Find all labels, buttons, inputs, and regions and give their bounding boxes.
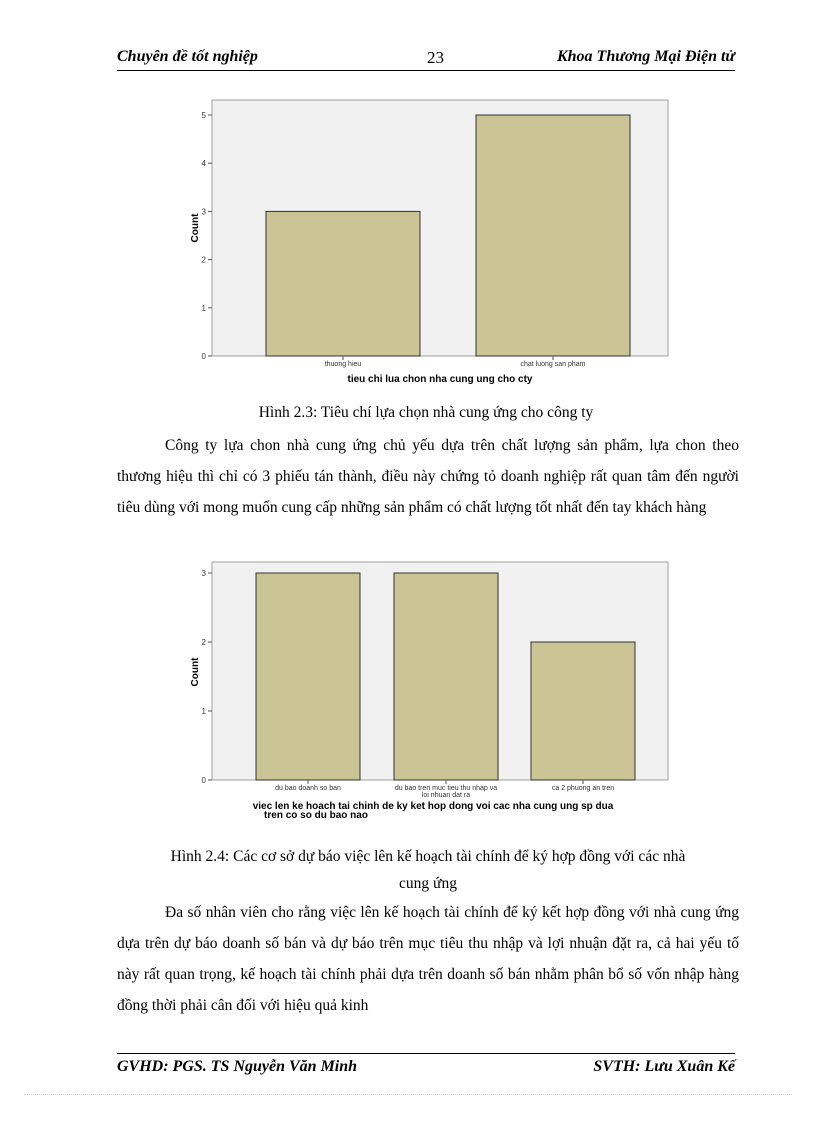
footer-student: SVTH: Lưu Xuân Kế bbox=[593, 1058, 735, 1075]
x-axis-label: tieu chi lua chon nha cung ung cho cty bbox=[347, 374, 533, 385]
bar-2 bbox=[394, 573, 498, 780]
x-category-label: du bao doanh so ban bbox=[275, 785, 341, 792]
caption-line-2: cung ứng bbox=[399, 875, 457, 892]
y-tick-label: 2 bbox=[201, 638, 206, 647]
y-axis-label: Count bbox=[190, 213, 201, 243]
y-tick-label: 5 bbox=[201, 111, 206, 120]
caption-line-1: Hình 2.4: Các cơ sở dự báo việc lên kế hoạch tài chính để ký hợp đồng với các nhà bbox=[170, 848, 686, 865]
x-category-label: loi nhuan dat ra bbox=[421, 792, 471, 799]
paragraph-1-text: Công ty lựa chon nhà cung ứng chủ yếu dựa trên chất lượng sản phẩm, lựa chon theo thương hiệu thì chỉ có 3 phiếu tán thành, điều này chứng tỏ doanh nghiệp rất quan tâm đến người tiêu dùng với mong muốn cung cấp những sản phẩm có chất lượng tốt nhất đến tay khách hàng bbox=[117, 437, 739, 516]
page-bottom-dotted-rule bbox=[24, 1094, 792, 1095]
x-category-label: du bao tren muc tieu thu nhap va bbox=[394, 785, 498, 792]
page-number: 23 bbox=[427, 48, 444, 67]
x-category-label: ca 2 phuong an tren bbox=[551, 785, 615, 792]
chart-2-svg bbox=[186, 560, 686, 822]
page-header bbox=[117, 44, 735, 71]
bar-1 bbox=[256, 573, 360, 780]
header-doc-title: Chuyên đề tốt nghiệp bbox=[117, 48, 258, 65]
page-footer bbox=[117, 1053, 735, 1080]
y-tick-label: 2 bbox=[201, 255, 206, 265]
y-tick-label: 0 bbox=[201, 352, 206, 361]
x-axis-label-line-2: tren co so du bao nao bbox=[264, 810, 368, 821]
y-tick-label: 4 bbox=[201, 159, 206, 169]
chart-1-svg bbox=[186, 98, 686, 390]
x-axis-label-line-1: viec len ke hoach tai chinh de ky ket hop dong voi cac nha cung ung sp dua bbox=[252, 801, 614, 812]
bar-1 bbox=[266, 211, 420, 356]
bar-3 bbox=[531, 642, 635, 780]
y-tick-label: 1 bbox=[201, 303, 206, 313]
chart-supplier-criteria bbox=[186, 98, 686, 390]
footer-advisor: GVHD: PGS. TS Nguyễn Văn Minh bbox=[117, 1058, 358, 1075]
paragraph-2-text: Đa số nhân viên cho rằng việc lên kế hoạch tài chính để ký kết hợp đồng với nhà cung ứng dựa trên dự báo doanh số bán và dự báo trên mục tiêu thu nhập và lợi nhuận đặt ra, cả hai yếu tố này rất quan trọng, kế hoạch tài chính phải dựa trên doanh số bán nhằm phân bổ số vốn nhập hàng đồng thời phải cân đối với hiệu quả kinh bbox=[117, 904, 739, 1014]
y-tick-label: 3 bbox=[201, 569, 206, 578]
y-axis-label: Count bbox=[190, 657, 201, 687]
caption-text: Hình 2.3: Tiêu chí lựa chọn nhà cung ứng cho công ty bbox=[258, 404, 594, 421]
figure-caption-2-4 bbox=[117, 843, 739, 897]
x-category-label: thuong hieu bbox=[324, 361, 362, 368]
x-category-label: chat luong san pham bbox=[520, 361, 586, 368]
bar-2 bbox=[476, 115, 630, 356]
chart-financial-planning-basis bbox=[186, 560, 686, 822]
paragraph-1 bbox=[117, 430, 739, 523]
y-tick-label: 0 bbox=[201, 776, 206, 785]
paragraph-2 bbox=[117, 897, 739, 1021]
header-faculty: Khoa Thương Mại Điện tử bbox=[556, 48, 735, 65]
figure-caption-2-3 bbox=[117, 404, 735, 422]
y-tick-label: 3 bbox=[201, 207, 206, 217]
y-tick-label: 1 bbox=[201, 707, 206, 716]
